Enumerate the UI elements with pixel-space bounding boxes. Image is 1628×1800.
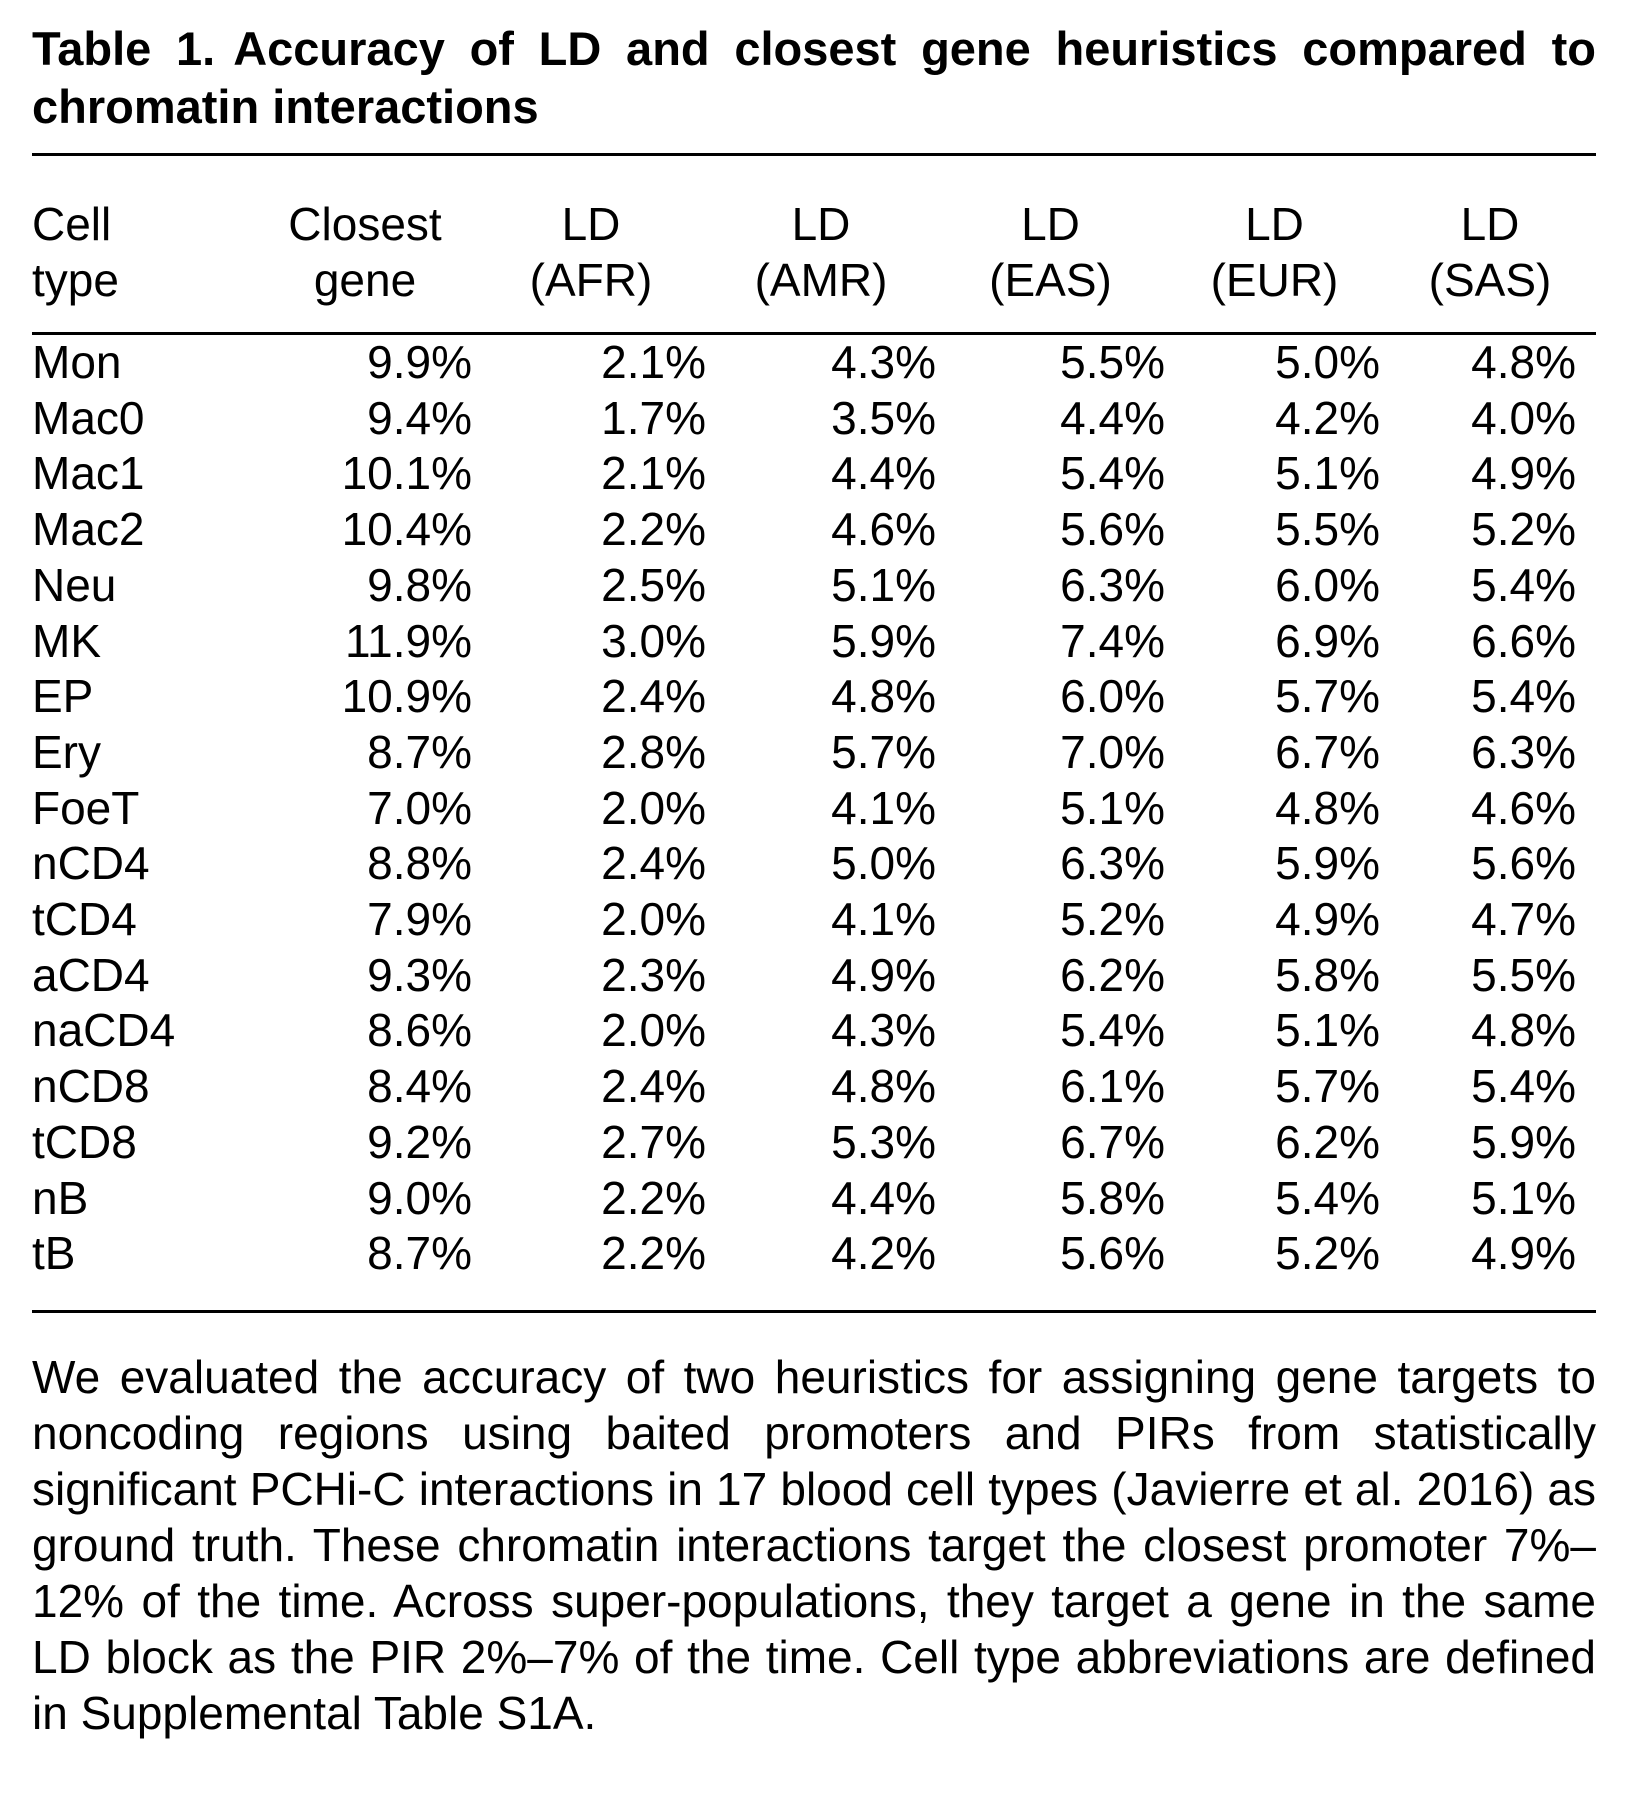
table-row — [32, 1003, 1596, 1059]
ld-eur-value: 5.0% — [1275, 336, 1380, 388]
ld-eur-value: 6.9% — [1275, 614, 1380, 667]
ld-eur-value: 4.8% — [1275, 781, 1380, 834]
ld-afr-value: 2.2% — [601, 1171, 706, 1224]
table-row — [32, 892, 1596, 948]
ld-eas-value: 6.7% — [1060, 1115, 1165, 1168]
closest-gene-value: 8.7% — [367, 1227, 472, 1280]
ld-eur-value: 4.9% — [1275, 893, 1380, 946]
table-row — [32, 725, 1596, 781]
closest-gene-value: 7.9% — [367, 893, 472, 946]
ld-eur-value: 5.4% — [1275, 1171, 1380, 1224]
header-ld-amr: LD (AMR) — [754, 198, 888, 306]
ld-amr-value: 4.3% — [831, 1004, 936, 1057]
table-body — [32, 335, 1596, 1310]
ld-sas-value: 5.4% — [1471, 558, 1576, 611]
header-ld-eas: LD (EAS) — [989, 198, 1112, 306]
cell-type: tB — [32, 1227, 76, 1280]
closest-gene-value: 10.4% — [341, 503, 472, 556]
header-closest-gene: Closest gene — [288, 198, 442, 306]
ld-eas-value: 5.8% — [1060, 1171, 1165, 1224]
ld-eur-value: 5.2% — [1275, 1227, 1380, 1280]
ld-eas-value: 5.4% — [1060, 1004, 1165, 1057]
table-row — [32, 335, 1596, 391]
cell-type: MK — [32, 614, 101, 667]
ld-eur-value: 5.5% — [1275, 503, 1380, 556]
ld-eur-value: 5.7% — [1275, 1060, 1380, 1113]
closest-gene-value: 10.1% — [341, 447, 472, 500]
closest-gene-value: 9.4% — [367, 391, 472, 444]
table-row — [32, 391, 1596, 447]
ld-eas-value: 5.5% — [1060, 336, 1165, 388]
ld-eur-value: 5.8% — [1275, 948, 1380, 1001]
cell-type: tCD8 — [32, 1115, 137, 1168]
ld-sas-value: 4.7% — [1471, 893, 1576, 946]
ld-amr-value: 4.1% — [831, 781, 936, 834]
ld-eur-value: 5.1% — [1275, 1004, 1380, 1057]
ld-eas-value: 5.1% — [1060, 781, 1165, 834]
closest-gene-value: 8.6% — [367, 1004, 472, 1057]
cell-type: Ery — [32, 725, 101, 778]
closest-gene-value: 11.9% — [344, 614, 472, 667]
ld-amr-value: 5.7% — [831, 725, 936, 778]
ld-afr-value: 2.4% — [601, 1060, 706, 1113]
ld-afr-value: 2.4% — [601, 670, 706, 723]
table-row — [32, 558, 1596, 614]
ld-afr-value: 2.0% — [601, 1004, 706, 1057]
ld-amr-value: 5.9% — [831, 614, 936, 667]
table-footnote: We evaluated the accuracy of two heuristics for assigning gene targets to noncoding regions using baited promoters and PIRs from statistically significant PCHi-C interactions in 17 blood cell types (Javierre et al. 2016) as ground truth. These chromatin interactions target the closest promoter 7%–12% of the time. Across super-populations, they target a gene in the same LD block as the PIR 2%–7% of the time. Cell type abbreviations are defined in Supplemental Table S1A. — [32, 1350, 1596, 1739]
cell-type: Mon — [32, 336, 122, 388]
table-title: Accuracy of LD and closest gene heuristics compared to chromatin interactions — [32, 22, 1596, 133]
table-row — [32, 502, 1596, 558]
ld-sas-value: 4.9% — [1471, 447, 1576, 500]
data-table — [32, 156, 1596, 1310]
table-row — [32, 1115, 1596, 1171]
table-row — [32, 614, 1596, 670]
header-ld-sas: LD (SAS) — [1428, 198, 1552, 306]
ld-sas-value: 5.4% — [1471, 670, 1576, 723]
ld-afr-value: 2.1% — [601, 336, 706, 388]
ld-eur-value: 6.7% — [1275, 725, 1380, 778]
ld-sas-value: 4.9% — [1471, 1227, 1576, 1280]
ld-amr-value: 5.0% — [831, 837, 936, 890]
ld-eas-value: 5.4% — [1060, 447, 1165, 500]
cell-type: FoeT — [32, 781, 140, 834]
ld-sas-value: 5.1% — [1471, 1171, 1576, 1224]
ld-sas-value: 5.5% — [1471, 948, 1576, 1001]
table-row — [32, 836, 1596, 892]
ld-eur-value: 6.0% — [1275, 558, 1380, 611]
ld-afr-value: 3.0% — [601, 614, 706, 667]
closest-gene-value: 8.7% — [367, 725, 472, 778]
table-row — [32, 669, 1596, 725]
cell-type: Neu — [32, 558, 117, 611]
closest-gene-value: 9.3% — [367, 948, 472, 1001]
ld-eur-value: 5.1% — [1275, 447, 1380, 500]
cell-type: nB — [32, 1171, 89, 1224]
ld-eas-value: 5.6% — [1060, 503, 1165, 556]
table-row — [32, 1226, 1596, 1310]
ld-amr-value: 4.4% — [831, 1171, 936, 1224]
table-row — [32, 446, 1596, 502]
header-ld-afr: LD (AFR) — [529, 198, 653, 306]
header-cell-type: Cell type — [32, 198, 119, 306]
ld-sas-value: 4.6% — [1471, 781, 1576, 834]
ld-afr-value: 2.3% — [601, 948, 706, 1001]
ld-amr-value: 4.8% — [831, 1060, 936, 1113]
ld-eas-value: 5.6% — [1060, 1227, 1165, 1280]
closest-gene-value: 7.0% — [367, 781, 472, 834]
ld-eur-value: 5.7% — [1275, 670, 1380, 723]
ld-afr-value: 2.8% — [601, 725, 706, 778]
ld-eas-value: 6.1% — [1060, 1060, 1165, 1113]
closest-gene-value: 9.9% — [367, 336, 472, 388]
table-row — [32, 781, 1596, 837]
ld-sas-value: 4.8% — [1471, 336, 1576, 388]
ld-afr-value: 1.7% — [601, 391, 706, 444]
table-label: Table 1. — [32, 22, 216, 75]
ld-sas-value: 5.6% — [1471, 837, 1576, 890]
ld-amr-value: 4.2% — [831, 1227, 936, 1280]
closest-gene-value: 8.4% — [367, 1060, 472, 1113]
table-row — [32, 1059, 1596, 1115]
ld-eas-value: 7.4% — [1060, 614, 1165, 667]
ld-sas-value: 5.4% — [1471, 1060, 1576, 1113]
ld-amr-value: 4.6% — [831, 503, 936, 556]
ld-sas-value: 4.0% — [1471, 391, 1576, 444]
table-row — [32, 1171, 1596, 1227]
ld-amr-value: 5.1% — [831, 558, 936, 611]
ld-eas-value: 6.2% — [1060, 948, 1165, 1001]
bottom-rule — [32, 1310, 1596, 1313]
ld-amr-value: 4.9% — [831, 948, 936, 1001]
ld-eas-value: 6.0% — [1060, 670, 1165, 723]
cell-type: Mac2 — [32, 503, 145, 556]
cell-type: EP — [32, 670, 94, 723]
ld-afr-value: 2.2% — [601, 1227, 706, 1280]
ld-eas-value: 6.3% — [1060, 558, 1165, 611]
ld-afr-value: 2.4% — [601, 837, 706, 890]
ld-sas-value: 4.8% — [1471, 1004, 1576, 1057]
ld-afr-value: 2.5% — [601, 558, 706, 611]
cell-type: naCD4 — [32, 1004, 176, 1057]
table-row — [32, 948, 1596, 1004]
closest-gene-value: 8.8% — [367, 837, 472, 890]
closest-gene-value: 9.8% — [367, 558, 472, 611]
closest-gene-value: 10.9% — [341, 670, 472, 723]
closest-gene-value: 9.2% — [367, 1115, 472, 1168]
ld-sas-value: 5.9% — [1471, 1115, 1576, 1168]
header-ld-eur: LD (EUR) — [1210, 198, 1339, 306]
ld-eas-value: 6.3% — [1060, 837, 1165, 890]
closest-gene-value: 9.0% — [367, 1171, 472, 1224]
ld-afr-value: 2.0% — [601, 893, 706, 946]
ld-eur-value: 4.2% — [1275, 391, 1380, 444]
table-caption — [32, 20, 1596, 136]
ld-afr-value: 2.1% — [601, 447, 706, 500]
ld-amr-value: 5.3% — [831, 1115, 936, 1168]
cell-type: tCD4 — [32, 893, 137, 946]
ld-eas-value: 4.4% — [1060, 391, 1165, 444]
ld-sas-value: 6.3% — [1471, 725, 1576, 778]
ld-eas-value: 5.2% — [1060, 893, 1165, 946]
ld-eas-value: 7.0% — [1060, 725, 1165, 778]
ld-eur-value: 6.2% — [1275, 1115, 1380, 1168]
ld-sas-value: 6.6% — [1471, 614, 1576, 667]
ld-amr-value: 4.4% — [831, 447, 936, 500]
ld-amr-value: 4.3% — [831, 336, 936, 388]
ld-afr-value: 2.0% — [601, 781, 706, 834]
ld-amr-value: 4.8% — [831, 670, 936, 723]
ld-amr-value: 4.1% — [831, 893, 936, 946]
ld-afr-value: 2.7% — [601, 1115, 706, 1168]
cell-type: nCD4 — [32, 837, 150, 890]
ld-eur-value: 5.9% — [1275, 837, 1380, 890]
cell-type: nCD8 — [32, 1060, 150, 1113]
cell-type: aCD4 — [32, 948, 150, 1001]
table-figure — [32, 20, 1596, 1741]
ld-afr-value: 2.2% — [601, 503, 706, 556]
ld-sas-value: 5.2% — [1471, 503, 1576, 556]
cell-type: Mac1 — [32, 447, 145, 500]
table-header — [32, 156, 1596, 335]
cell-type: Mac0 — [32, 391, 145, 444]
ld-amr-value: 3.5% — [831, 391, 936, 444]
